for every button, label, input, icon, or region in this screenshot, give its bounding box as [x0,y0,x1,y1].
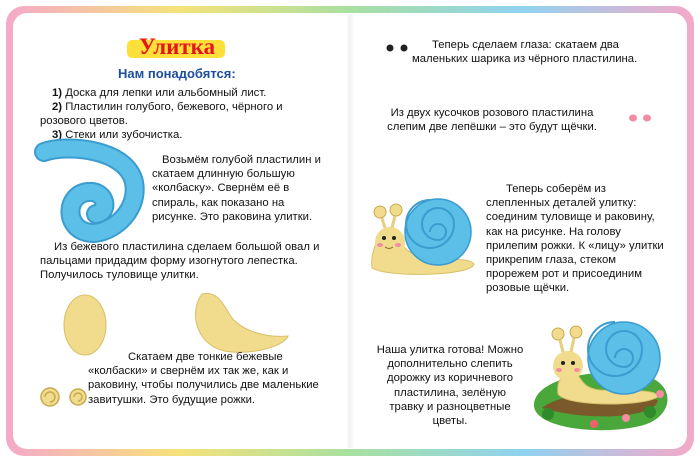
horn-curls [38,384,90,410]
materials-item-1-num: 1) [52,87,63,99]
assembled-snail [368,192,478,278]
beige-petal-body [188,288,293,358]
materials-item-2-text: Пластилин голубого, бежевого, чёрного и розового цветов. [40,101,283,128]
step-eyes-text: Теперь сделаем глаза: скатаем два маленьких шарика из чёрного пластилина. [412,39,638,66]
page-title: Улитка [138,34,216,59]
final-snail-scene [528,318,678,438]
step-horns-text: Скатаем две тонкие бежевые «колбаски» и свернём их так же, как и раковину, чтобы получились две маленькие завитушки. Это будущие рожки. [88,351,319,406]
page-fold [346,14,354,448]
materials-heading: Нам понадобятся: [118,66,236,81]
step-body-text: Из бежевого пластилина сделаем большой овал и пальцами придадим форму изогнутого лепестка. Получилось туловище улитки. [40,241,320,282]
black-eye-balls [384,42,414,54]
materials-item-2-num: 2) [52,101,63,113]
materials-item-3 [52,128,327,142]
materials-item-3-text: Стеки или зубочистка. [65,129,183,141]
step-cheeks-text: Из двух кусочков розового пластилина слепим две лепёшки – это будут щёчки. [387,107,597,134]
step-done-text: Наша улитка готова! Можно дополнительно слепить дорожку из коричневого пластилина, зелёную травку и разноцветные цветы. [376,344,524,428]
step-assemble-text: Теперь соберём из слепленных деталей улитку: соединим туловище и раковину, как на рисунке. На голову прилепим рожки. К «лицу» улитки прикрепим глаза, стеком прорежем рот и присоединим розовые щёчки. [486,183,664,295]
materials-item-1-text: Доска для лепки или альбомный лист. [65,87,267,99]
materials-item-1 [52,86,327,100]
blue-shell-spiral [36,142,146,242]
materials-item-2 [40,100,330,128]
materials-item-3-num: 3) [52,129,63,141]
pink-cheek-dots [626,112,656,124]
beige-oval-body [60,292,110,358]
step-shell-text: Возьмём голубой пластилин и скатаем длинную большую «колбаску». Свернём её в спираль, как показано на рисунке. Это раковина улитки. [152,154,321,223]
